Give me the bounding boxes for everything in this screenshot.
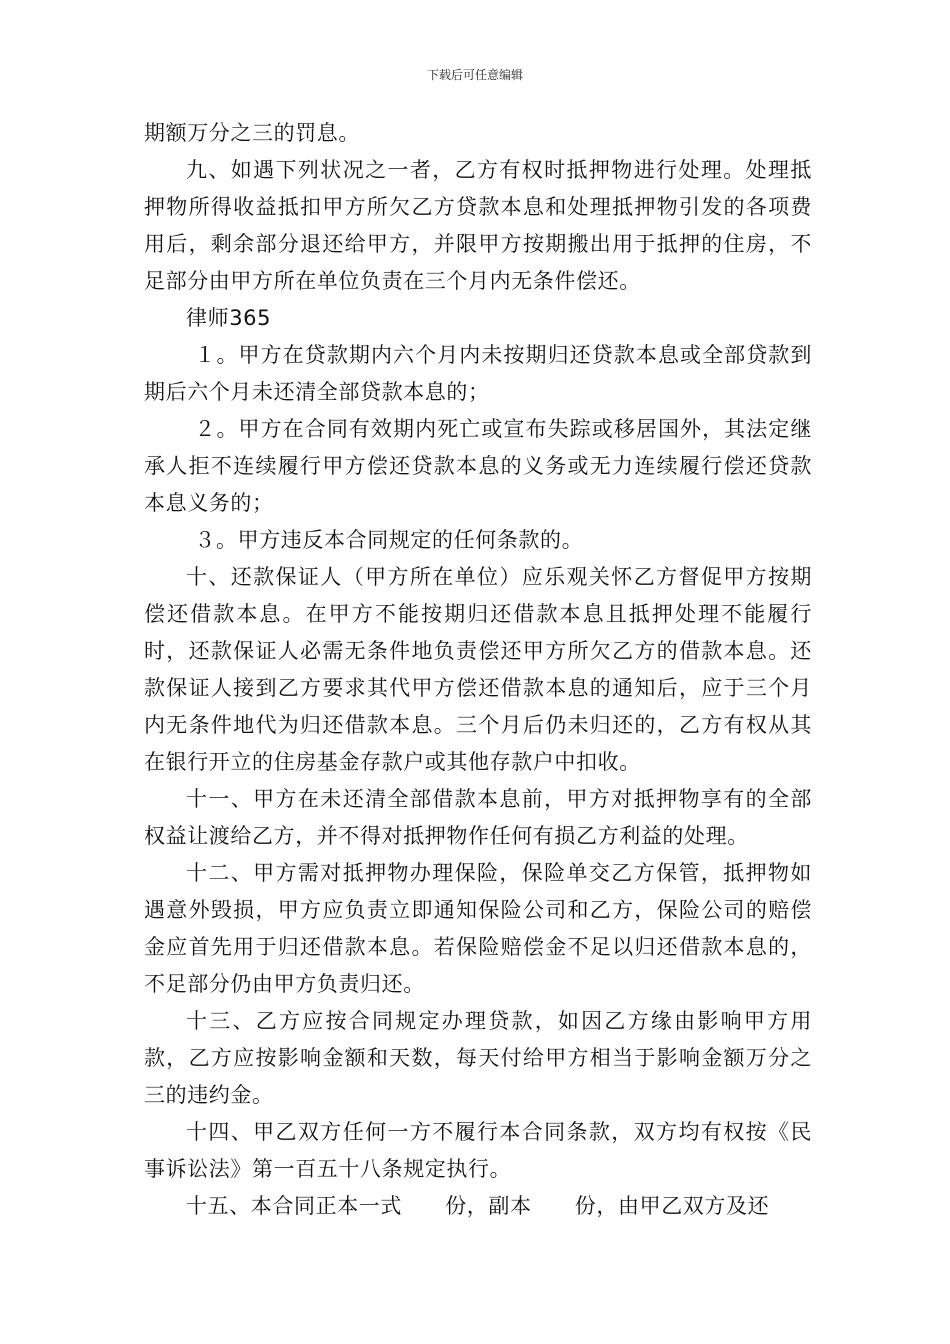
clause-9: 九、如遇下列状况之一者，乙方有权时抵押物进行处理。处理抵押物所得收益抵扣甲方所欠乙方贷款本息和处理抵押物引发的各项费用后，剩余部分退还给甲方，并限甲方按期搬出用于抵押的住房，不足部分由甲方所在单位负责在三个月内无条件偿还。 — [144, 158, 812, 293]
document-body — [144, 115, 812, 1225]
paragraph-continuation: 期额万分之三的罚息。 — [144, 121, 360, 145]
clause-15: 十五、本合同正本一式 份，副本 份，由甲乙双方及还 — [186, 1194, 770, 1218]
clause-13: 十三、乙方应按合同规定办理贷款，如因乙方缘由影响甲方用款，乙方应按影响金额和天数，每天付给甲方相当于影响金额万分之三的违约金。 — [144, 1009, 812, 1107]
clause-9-item-3: ３。甲方违反本合同规定的任何条款的。 — [194, 528, 584, 552]
clause-9-item-1: １。甲方在贷款期内六个月内未按期归还贷款本息或全部贷款到期后六个月未还清全部贷款本息的； — [144, 343, 812, 404]
clause-9-item-2: ２。甲方在合同有效期内死亡或宣布失踪或移居国外，其法定继承人拒不连续履行甲方偿还贷款本息的义务或无力连续履行偿还贷款本息义务的； — [144, 417, 812, 515]
clause-11: 十一、甲方在未还清全部借款本息前，甲方对抵押物享有的全部权益让渡给乙方，并不得对抵押物作任何有损乙方利益的处理。 — [144, 787, 812, 848]
clause-12: 十二、甲方需对抵押物办理保险，保险单交乙方保管，抵押物如遇意外毁损，甲方应负责立即通知保险公司和乙方，保险公司的赔偿金应首先用于归还借款本息。若保险赔偿金不足以归还借款本息的，不足部分仍由甲方负责归还。 — [144, 861, 812, 996]
clause-10: 十、还款保证人（甲方所在单位）应乐观关怀乙方督促甲方按期偿还借款本息。在甲方不能按期归还借款本息且抵押处理不能履行时，还款保证人必需无条件地负责偿还甲方所欠乙方的借款本息。还款保证人接到乙方要求其代甲方偿还借款本息的通知后，应于三个月内无条件地代为归还借款本息。三个月后仍未归还的，乙方有权从其在银行开立的住房基金存款户或其他存款户中扣收。 — [144, 565, 812, 774]
page-header: 下载后可任意编辑 — [426, 68, 523, 82]
clause-14: 十四、甲乙双方任何一方不履行本合同条款，双方均有权按《民事诉讼法》第一百五十八条规定执行。 — [144, 1120, 812, 1181]
watermark-text: 律师365 — [186, 306, 272, 330]
